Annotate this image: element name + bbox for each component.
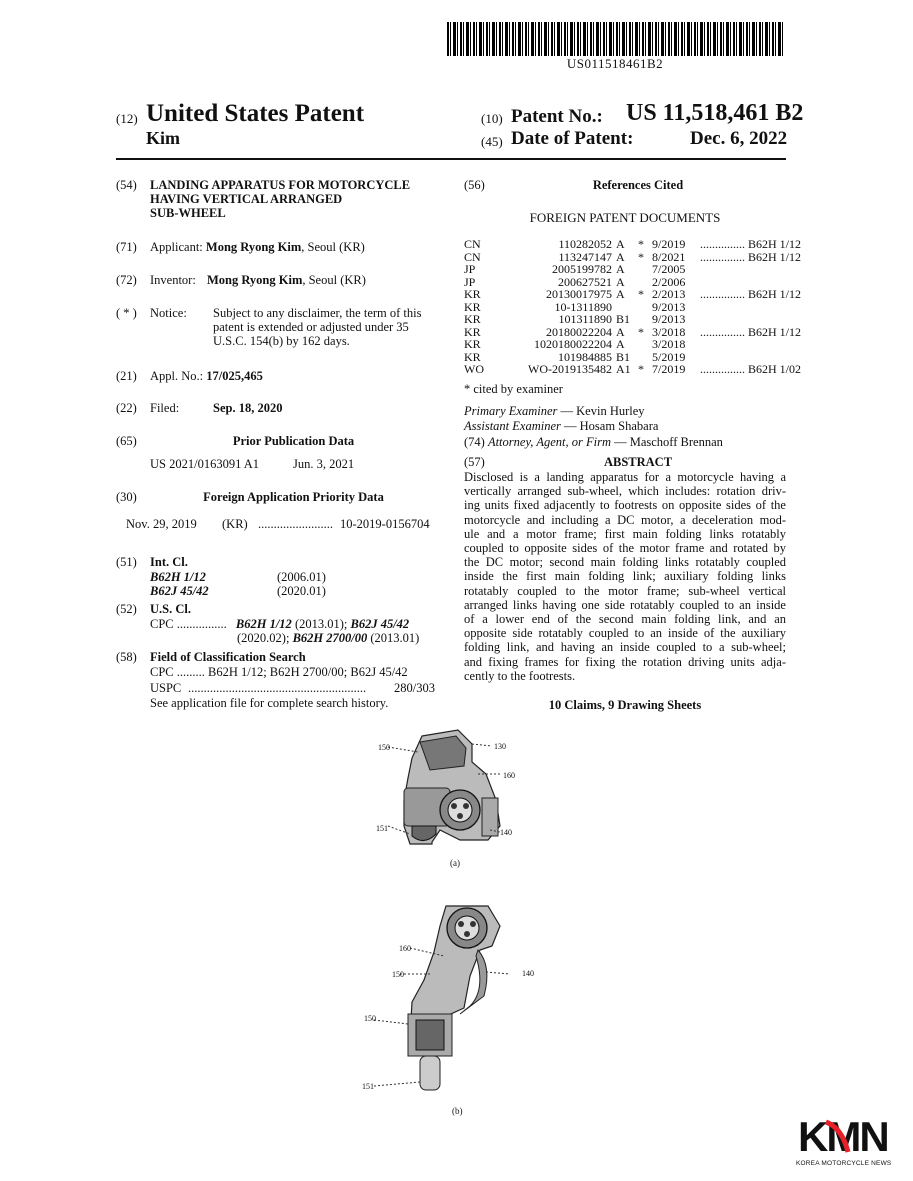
foreign-doc-row — [464, 251, 801, 264]
abstract-line: and fixing frames for fixing the rotation driving units adja- — [464, 654, 786, 669]
fig-a-label-160: 160 — [503, 771, 515, 780]
abstract-line: folding link, and having an inside coupled to a sub-wheel; — [464, 640, 786, 655]
abstract-line: rotatably coupled to the motor frame; sub-wheel vertical — [464, 583, 786, 598]
inventor — [150, 273, 366, 287]
patent-title: United States Patent — [146, 100, 365, 127]
foreign-doc-num: 2005199782 — [552, 262, 612, 276]
us-cl-class-3: B62H 2700/00 — [292, 631, 368, 645]
cited-by-examiner: * cited by examiner — [464, 382, 563, 396]
code-57: (57) — [464, 455, 485, 469]
foreign-doc-star — [638, 313, 652, 326]
code-21: (21) — [116, 369, 137, 383]
foreign-doc-num: 110282052 — [558, 237, 612, 251]
foreign-docs-heading: FOREIGN PATENT DOCUMENTS — [529, 210, 721, 225]
foreign-doc-row — [464, 363, 801, 376]
assistant-examiner-name: — Hosam Shabara — [560, 419, 659, 433]
foreign-priority-heading: Foreign Application Priority Data — [203, 490, 384, 504]
foreign-doc-date: 7/2005 — [652, 262, 686, 276]
foreign-doc-cc: KR — [464, 287, 481, 301]
date-label: Date of Patent: — [511, 128, 634, 149]
foreign-doc-cls — [700, 338, 801, 351]
foreign-doc-kind: B1 — [616, 312, 631, 326]
patent-number: US 11,518,461 B2 — [626, 100, 804, 126]
prior-publication-heading: Prior Publication Data — [232, 434, 355, 448]
foreign-doc-kind: A — [616, 337, 625, 351]
us-cl-class-1: B62H 1/12 — [235, 617, 292, 631]
foreign-doc-date: 7/2019 — [652, 362, 686, 376]
appl-value: 17/025,465 — [206, 369, 263, 383]
foreign-doc-date: 8/2021 — [652, 249, 686, 264]
notice-line-2: patent is extended or adjusted under 35 — [213, 320, 409, 334]
code-74: (74) — [464, 435, 485, 449]
foreign-doc-star: * — [638, 249, 644, 264]
title-line-2: HAVING VERTICAL ARRANGED — [150, 192, 343, 206]
assistant-examiner-label: Assistant Examiner — [464, 419, 561, 433]
attorney — [464, 435, 723, 449]
notice-line-3: U.S.C. 154(b) by 162 days. — [213, 334, 350, 348]
attorney-label: Attorney, Agent, or Firm — [487, 435, 611, 449]
prior-publication-date: Jun. 3, 2021 — [293, 457, 355, 471]
fig-b-label-160: 160 — [399, 944, 411, 953]
foreign-doc-num: 101984885 — [558, 349, 612, 364]
field-see-file: See application file for complete search history. — [150, 696, 389, 710]
prior-publication-number: US 2021/0163091 A1 — [150, 457, 260, 471]
field-uspc-dots: ......................................................... — [188, 681, 367, 695]
fig-a-label-140: 140 — [500, 828, 512, 837]
figure-b-drawing — [360, 896, 540, 1106]
code-54: (54) — [116, 178, 137, 192]
us-cl-class-1-date: (2013.01); — [291, 617, 351, 631]
code-72: (72) — [116, 273, 137, 287]
int-cl-2: B62J 45/42 — [150, 584, 209, 598]
int-cl-1-date: (2006.01) — [277, 570, 326, 584]
appl-label: Appl. No.: — [150, 369, 204, 383]
foreign-doc-cls: ............... B62H 1/12 — [700, 249, 802, 264]
fig-b-label-151: 151 — [362, 1082, 374, 1091]
foreign-doc-cls: ............... B62H 1/12 — [700, 237, 802, 251]
code-56: (56) — [464, 178, 485, 192]
foreign-doc-date: 3/2018 — [652, 324, 686, 339]
us-cl-cpc-label: CPC — [150, 617, 174, 631]
foreign-doc-star — [638, 263, 652, 276]
code-58: (58) — [116, 650, 137, 664]
title-line-3: SUB-WHEEL — [150, 206, 226, 220]
foreign-doc-date: 9/2013 — [652, 299, 686, 314]
foreign-doc-num: 200627521 — [558, 274, 612, 289]
abstract-line: motorcycle and including a DC motor, a deceleration mod- — [464, 512, 786, 527]
kmn-logo-tagline: KOREA MOTORCYCLE NEWS — [796, 1160, 892, 1167]
field-search-heading: Field of Classification Search — [150, 650, 306, 664]
foreign-doc-star — [638, 338, 652, 351]
applicant-name: Mong Ryong Kim — [205, 240, 302, 254]
fig-b-caption: (b) — [452, 1106, 463, 1116]
us-cl-heading: U.S. Cl. — [150, 602, 191, 616]
notice-label: Notice: — [150, 306, 187, 320]
barcode-number: US011518461B2 — [566, 56, 664, 71]
foreign-doc-cc: JP — [464, 262, 476, 276]
attorney-name: — Maschoff Brennan — [610, 435, 723, 449]
abstract-line: coupled to opposite sides of the motor frame and rotated by — [464, 541, 786, 556]
references-heading: References Cited — [592, 178, 684, 192]
foreign-doc-num: 20130017975 — [546, 287, 612, 301]
foreign-doc-num: 101311890 — [558, 312, 612, 326]
foreign-doc-cls: ............... B62H 1/12 — [700, 324, 802, 339]
code-52: (52) — [116, 602, 137, 616]
foreign-doc-cls: ............... B62H 1/02 — [700, 362, 802, 376]
foreign-doc-cls — [700, 313, 801, 326]
field-uspc-label: USPC — [150, 681, 182, 695]
foreign-doc-cc: KR — [464, 324, 481, 339]
inventor-name: Mong Ryong Kim — [206, 273, 303, 287]
filed-value: Sep. 18, 2020 — [213, 401, 283, 415]
code-71: (71) — [116, 240, 137, 254]
abstract-line: of a lower end of the second main folding link, and an — [464, 612, 786, 627]
kmn-logo-text: KMN — [798, 1113, 888, 1160]
fig-a-label-130: 130 — [494, 742, 506, 751]
abstract-heading: ABSTRACT — [603, 455, 673, 469]
abstract-line: ing units fixed adjacently to footrests on opposite sides of the — [464, 498, 786, 513]
foreign-doc-row — [464, 326, 801, 339]
us-cl-class-2: B62J 45/42 — [350, 617, 410, 631]
code-notice: ( * ) — [116, 306, 137, 320]
foreign-doc-star: * — [638, 237, 644, 251]
us-cl-cpc-dots: ................ — [176, 617, 227, 631]
patent-date: Dec. 6, 2022 — [690, 128, 788, 149]
foreign-doc-star — [638, 301, 652, 314]
foreign-doc-row — [464, 238, 801, 251]
foreign-doc-cc: KR — [464, 299, 481, 314]
abstract-line: inside the first main folding link; auxiliary folding links — [464, 569, 786, 584]
int-cl-2-date: (2020.01) — [277, 584, 326, 598]
foreign-doc-cc: JP — [464, 274, 476, 289]
int-cl-1: B62H 1/12 — [150, 570, 206, 584]
abstract-line: cently to the footrests. — [464, 668, 576, 683]
code-51: (51) — [116, 555, 137, 569]
abstract-line: the DC motor; second main folding links rotatably coupled — [464, 555, 786, 570]
foreign-priority-date: Nov. 29, 2019 — [126, 517, 197, 531]
foreign-doc-cls: ............... B62H 1/12 — [700, 287, 802, 301]
foreign-priority-number: 10-2019-0156704 — [340, 517, 430, 531]
notice-text — [213, 306, 421, 348]
abstract-line: Disclosed is a landing apparatus for a motorcycle having a — [464, 470, 786, 484]
code-12: (12) — [116, 111, 138, 126]
foreign-doc-kind: A — [616, 324, 625, 339]
fig-b-label-150-lower: 150 — [364, 1014, 376, 1023]
fig-a-label-151: 151 — [376, 824, 388, 833]
code-45: (45) — [481, 134, 503, 149]
foreign-doc-cc: CN — [464, 249, 481, 264]
primary-examiner — [464, 404, 645, 418]
foreign-doc-kind: A — [616, 274, 625, 289]
applicant-location: , Seoul (KR) — [301, 240, 365, 254]
foreign-doc-date: 9/2019 — [652, 237, 686, 251]
abstract-line: vertically arranged sub-wheel, which includes: rotation driv- — [464, 484, 786, 499]
foreign-doc-num: 113247147 — [558, 249, 612, 264]
foreign-doc-star: * — [638, 362, 644, 376]
foreign-doc-cc: KR — [464, 349, 481, 364]
filed-label: Filed: — [150, 401, 180, 415]
foreign-priority-country: (KR) — [222, 517, 248, 531]
foreign-doc-date: 2/2006 — [652, 274, 686, 289]
foreign-doc-date: 9/2013 — [652, 312, 686, 326]
foreign-doc-row — [464, 313, 801, 326]
fig-b-label-140: 140 — [522, 969, 534, 978]
foreign-doc-num: 1020180022204 — [534, 337, 612, 351]
fig-a-caption: (a) — [450, 858, 460, 868]
inventor-label: Inventor: — [150, 273, 196, 287]
foreign-doc-cls — [700, 301, 801, 314]
applicant-label: Applicant: — [150, 240, 203, 254]
inventor-surname: Kim — [146, 128, 180, 148]
foreign-doc-cc: CN — [464, 237, 481, 251]
foreign-doc-row — [464, 288, 801, 301]
foreign-doc-cls — [700, 263, 801, 276]
header-rule — [116, 158, 786, 160]
code-30: (30) — [116, 490, 137, 504]
int-cl-heading: Int. Cl. — [150, 555, 188, 569]
applicant — [150, 240, 365, 254]
inventor-location: , Seoul (KR) — [302, 273, 366, 287]
barcode — [447, 22, 783, 56]
field-uspc-value: 280/303 — [394, 681, 435, 695]
patent-no-label: Patent No.: — [511, 106, 603, 127]
foreign-doc-cc: KR — [464, 312, 481, 326]
foreign-doc-cc: KR — [464, 337, 481, 351]
title-line-1: LANDING APPARATUS FOR MOTORCYCLE — [150, 178, 411, 192]
us-cl-class-3-date: (2013.01) — [367, 631, 420, 645]
foreign-doc-num: 10-1311890 — [554, 299, 612, 314]
us-cl-cpc-line-1 — [150, 617, 409, 631]
foreign-doc-star: * — [638, 287, 644, 301]
foreign-doc-cc: WO — [464, 362, 484, 376]
fig-a-label-150: 150 — [378, 743, 390, 752]
fig-b-label-150-upper: 150 — [392, 970, 404, 979]
assistant-examiner — [464, 419, 658, 433]
abstract-line: opposite side rotatably coupled to an inside of the auxiliary — [464, 626, 786, 641]
invention-title — [150, 178, 410, 220]
foreign-doc-date: 5/2019 — [652, 349, 686, 364]
foreign-doc-row — [464, 338, 801, 351]
us-cl-cpc-line-2 — [237, 631, 419, 645]
code-65: (65) — [116, 434, 137, 448]
foreign-doc-date: 2/2013 — [652, 287, 686, 301]
abstract-line: arranged links having one side rotatably coupled to an inside — [464, 597, 786, 612]
appl-no — [150, 369, 263, 383]
foreign-priority-dots: ........................ — [258, 517, 333, 531]
foreign-doc-kind: A — [616, 287, 625, 301]
foreign-doc-num: 20180022204 — [546, 324, 612, 339]
abstract-line: ule and a motor frame; first main folding links rotatably — [464, 526, 786, 541]
abstract-text — [464, 470, 786, 683]
foreign-doc-kind: A1 — [616, 362, 631, 376]
kmn-logo-accent — [822, 1118, 852, 1158]
us-cl-class-2-date: (2020.02); — [237, 631, 293, 645]
foreign-doc-num: WO-2019135482 — [528, 362, 612, 376]
foreign-doc-star: * — [638, 324, 644, 339]
notice-line-1: Subject to any disclaimer, the term of this — [213, 306, 422, 320]
code-22: (22) — [116, 401, 137, 415]
foreign-doc-kind: A — [616, 237, 625, 251]
primary-examiner-label: Primary Examiner — [464, 404, 558, 418]
code-10: (10) — [481, 111, 503, 126]
foreign-doc-kind: A — [616, 249, 625, 264]
field-cpc-line: CPC ......... B62H 1/12; B62H 2700/00; B62J 45/42 — [150, 665, 408, 679]
foreign-doc-date: 3/2018 — [652, 337, 686, 351]
foreign-doc-row — [464, 263, 801, 276]
foreign-doc-kind: B1 — [616, 349, 631, 364]
claims-count: 10 Claims, 9 Drawing Sheets — [548, 698, 702, 712]
primary-examiner-name: — Kevin Hurley — [557, 404, 645, 418]
foreign-doc-row — [464, 301, 801, 314]
foreign-docs-table — [464, 238, 801, 376]
foreign-doc-kind: A — [616, 262, 625, 276]
